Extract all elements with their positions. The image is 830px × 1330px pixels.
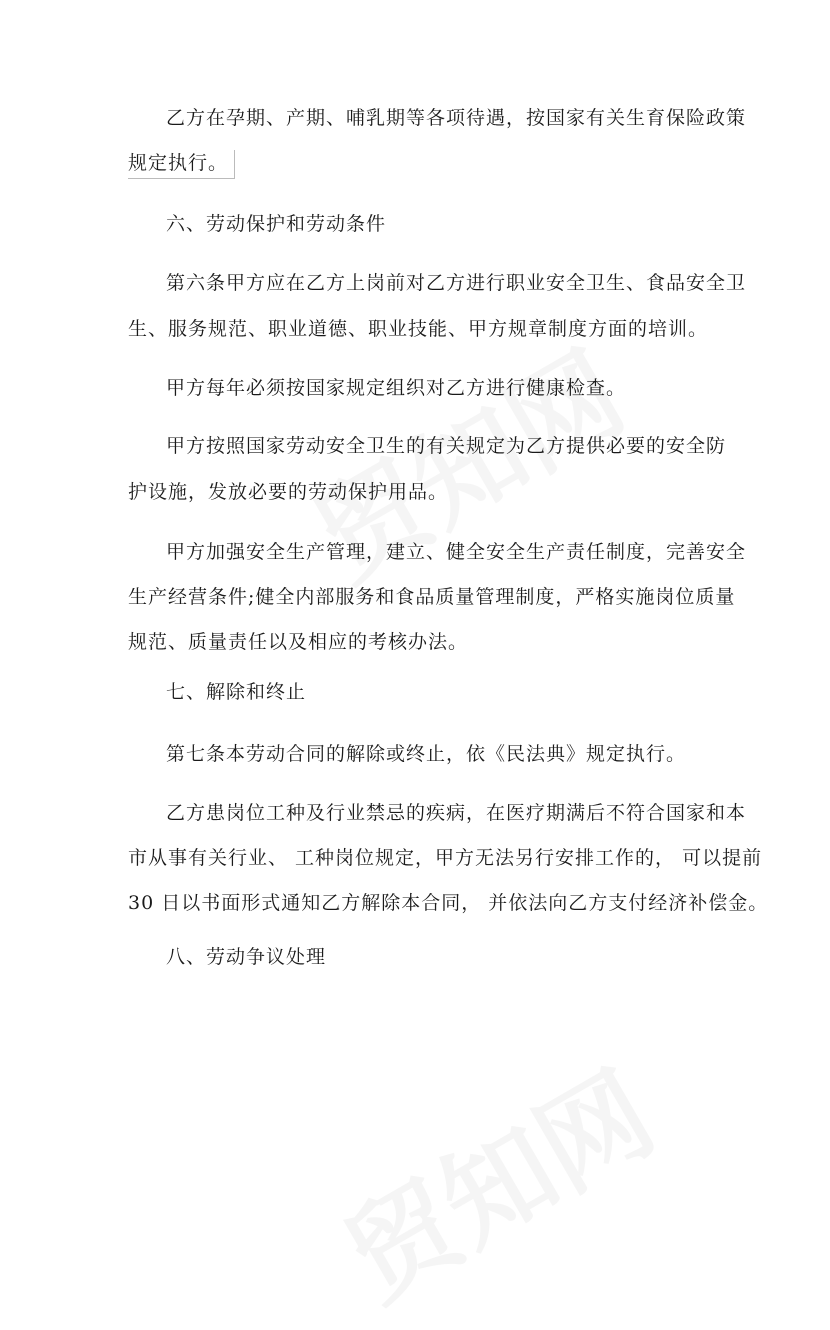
paragraph-line: 第六条甲方应在乙方上岗前对乙方进行职业安全卫生、食品安全卫 — [166, 272, 747, 294]
paragraph-line: 乙方患岗位工种及行业禁忌的疾病，在医疗期满后不符合国家和本 — [166, 802, 747, 824]
paragraph-line: 甲方每年必须按国家规定组织对乙方进行健康检查。 — [166, 377, 627, 399]
paragraph-line: 30 日以书面形式通知乙方解除本合同， 并依法向乙方支付经济补偿金。 — [128, 892, 769, 914]
section-heading-7: 七、解除和终止 — [166, 681, 307, 703]
paragraph-line: 生产经营条件;健全内部服务和食品质量管理制度，严格实施岗位质量 — [128, 586, 736, 608]
paragraph-line: 甲方加强安全生产管理，建立、健全安全生产责任制度，完善安全 — [166, 541, 747, 563]
paragraph-line: 规范、质量责任以及相应的考核办法。 — [128, 631, 469, 653]
selected-text[interactable]: 规定执行。 — [128, 150, 235, 179]
watermark-bottom — [313, 1028, 678, 1330]
paragraph-line: 第七条本劳动合同的解除或终止，依《民法典》规定执行。 — [166, 743, 687, 765]
paragraph-line: 市从事有关行业、 工种岗位规定，甲方无法另行安排工作的， 可以提前 — [128, 847, 763, 869]
section-heading-8: 八、劳动争议处理 — [166, 946, 327, 968]
paragraph-line: 甲方按照国家劳动安全卫生的有关规定为乙方提供必要的安全防 — [166, 435, 727, 457]
section-heading-6: 六、劳动保护和劳动条件 — [166, 213, 387, 235]
paragraph-line: 护设施，发放必要的劳动保护用品。 — [128, 481, 449, 503]
paragraph-line: 乙方在孕期、产期、哺乳期等各项待遇，按国家有关生育保险政策 — [166, 107, 747, 129]
paragraph-line: 生、服务规范、职业道德、职业技能、甲方规章制度方面的培训。 — [128, 318, 709, 340]
paragraph-line — [128, 150, 235, 179]
